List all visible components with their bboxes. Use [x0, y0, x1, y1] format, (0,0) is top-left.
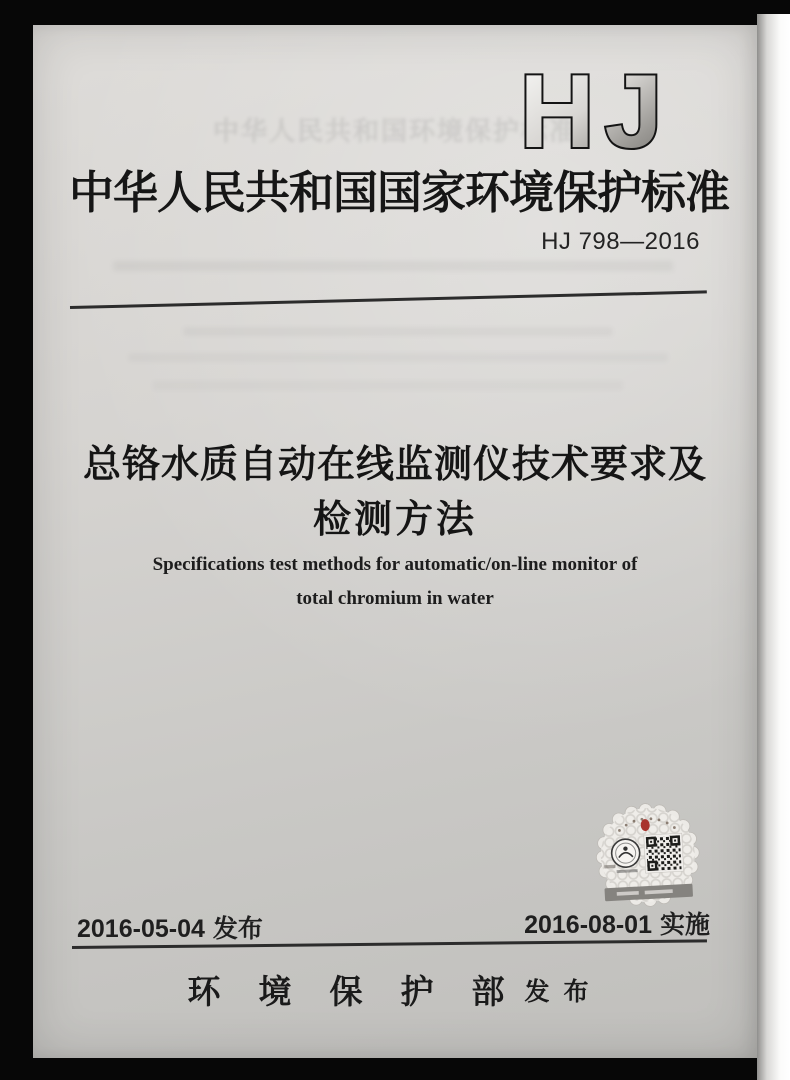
doc-title-cn-line1: 总铬水质自动在线监测仪技术要求及 [82, 444, 707, 486]
implement-date-row [524, 905, 710, 941]
doc-title-en-line2: total chromium in water [296, 588, 494, 609]
ghost-show-through-line [113, 261, 673, 271]
issue-date: 2016-05-04 [77, 915, 205, 943]
issue-date-row [77, 909, 263, 945]
implement-date: 2016-08-01 [524, 911, 652, 939]
standard-number: HJ 798—2016 [541, 228, 700, 255]
publisher-name: 环境保护部 [187, 975, 543, 1011]
ghost-show-through-text: 中华人民共和国环境保护标准 [212, 116, 577, 146]
header-divider-rule [70, 290, 707, 308]
ghost-show-through-line [128, 353, 668, 362]
implement-label: 实施 [659, 911, 710, 939]
ghost-show-through-line [183, 327, 613, 336]
ghost-show-through-line [153, 381, 623, 390]
standard-cover-page [33, 25, 757, 1058]
qr-code-icon [644, 833, 684, 873]
anti-counterfeit-hologram-seal [580, 797, 716, 922]
publisher-suffix-label: 发布 [524, 978, 603, 1006]
hj-logo-text: HJ [519, 54, 673, 170]
sticker-serial-number [604, 865, 615, 869]
doc-title-cn-line2: 检测方法 [312, 499, 477, 541]
standard-title: 中华人民共和国国家环境保护标准 [69, 167, 730, 218]
publisher-row [33, 966, 757, 1013]
issue-label: 发布 [212, 915, 263, 943]
booklet-fore-edge [757, 14, 790, 1080]
doc-title-en-line1: Specifications test methods for automatic/on-line monitor of [152, 554, 638, 575]
